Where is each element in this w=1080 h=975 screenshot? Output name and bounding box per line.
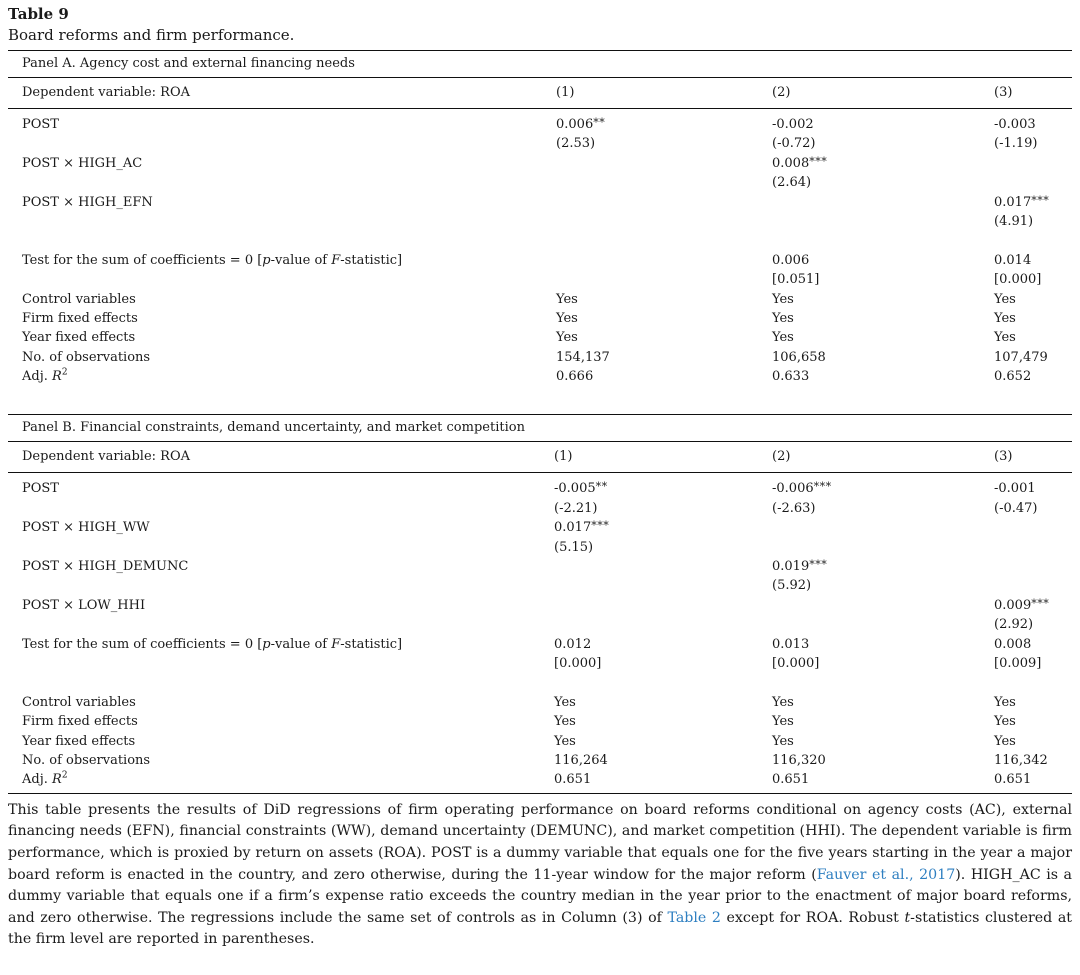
coef-value: -0.002 — [772, 117, 814, 132]
table-row — [8, 479, 1072, 498]
label-part: Adj. — [22, 772, 53, 788]
label-part: F — [331, 252, 341, 268]
table-caption: Board reforms and firm performance. — [8, 26, 295, 44]
label-part: 2 — [61, 771, 68, 781]
row-label: POST — [22, 117, 59, 132]
cell-value: 0.651 — [554, 772, 592, 788]
p-value: [0.051] — [772, 272, 820, 288]
test-value: 0.013 — [772, 636, 810, 652]
test-value: 0.008 — [994, 636, 1032, 652]
table-row — [8, 751, 1072, 770]
significance-stars: *** — [813, 480, 832, 494]
cell-value: Yes — [772, 694, 794, 710]
panel-b-title: Panel B. Financial constraints, demand uncertainty, and market competition — [22, 420, 525, 436]
table-row — [8, 770, 1072, 789]
p-value: [0.000] — [554, 655, 602, 671]
dep-var-label: Dependent variable: ROA — [22, 449, 190, 465]
p-value: [0.000] — [994, 272, 1042, 288]
row-label: Firm fixed effects — [22, 714, 138, 730]
coef-cell — [994, 193, 1049, 212]
cell-value: Yes — [772, 733, 794, 749]
row-label: Year fixed effects — [22, 330, 136, 346]
t-stat: (2.92) — [994, 617, 1034, 633]
coef-value: -0.003 — [994, 117, 1036, 132]
t-stat: (2.64) — [772, 175, 812, 191]
row-label: POST × LOW_HHI — [22, 597, 146, 613]
coef-cell — [772, 557, 827, 576]
cell-value: Yes — [772, 310, 794, 326]
table-row — [8, 115, 1072, 134]
row-label: POST × HIGH_WW — [22, 520, 150, 536]
col-header-3: (3) — [994, 449, 1013, 465]
coef-value: -0.001 — [994, 481, 1036, 497]
coef-cell — [554, 518, 609, 537]
test-value: 0.014 — [994, 252, 1032, 268]
cell-value: Yes — [772, 714, 794, 730]
cell-value: 116,320 — [772, 752, 826, 768]
coef-value: 0.008 — [772, 155, 810, 171]
cell-value: 0.651 — [772, 772, 810, 788]
table-row — [8, 251, 1072, 270]
note-text: This table presents the results of DiD regressions of firm operating performance on board reforms conditional on agency costs (AC), external financing needs (EFN), financial constraints (WW), demand uncertainty (DEMUNC), and market competition (HHI). The dependent variable is firm performance, which is proxied by return on assets (ROA). POST is a dummy variable that equals one for the five years starting in the year a major board reform is enacted in the country, and zero otherwise, during the 11-year window for the major reform ( — [8, 801, 1072, 883]
table-row — [8, 309, 1072, 328]
row-label: POST — [22, 481, 59, 497]
note-text: ). HIGH_AC is a dummy variable that equals one if a firm’s expense ratio exceeds the country median in the year prior to the enactment of major board reforms, and zero otherwise. The regressions include the same set of controls as in Column (3) of — [8, 866, 1073, 926]
row-label-test — [22, 635, 402, 654]
cell-value: Yes — [554, 733, 576, 749]
cell-value: 106,658 — [772, 349, 826, 365]
note-text: t — [904, 909, 911, 926]
cell-value: Yes — [994, 310, 1016, 326]
table-row — [8, 596, 1072, 615]
cell-value: 116,342 — [994, 752, 1048, 768]
table-label: Table 9 — [8, 5, 69, 23]
label-part: Adj. — [22, 369, 53, 385]
cell-value: Yes — [772, 330, 794, 346]
label-part: R — [52, 772, 62, 788]
t-stat: (2.53) — [556, 136, 596, 152]
row-label: POST × HIGH_AC — [22, 155, 143, 171]
col-header-2: (2) — [772, 85, 791, 100]
cell-value: 107,479 — [994, 349, 1048, 365]
significance-stars: *** — [1031, 596, 1050, 610]
table-row — [8, 173, 1072, 192]
label-part: -value of — [270, 252, 332, 268]
coef-value: 0.017 — [994, 194, 1032, 210]
table-row — [8, 557, 1072, 576]
coef-value: 0.006 — [556, 117, 594, 132]
table-row — [8, 328, 1072, 347]
panel-b-header-row — [8, 442, 1072, 472]
cell-value: Yes — [554, 694, 576, 710]
table-row — [8, 154, 1072, 173]
row-label-adjr2 — [22, 770, 68, 789]
col-header-2: (2) — [772, 449, 791, 465]
note-text: -statistics clustered at the firm level are reported in parentheses. — [8, 909, 1072, 948]
row-label: POST × HIGH_EFN — [22, 194, 153, 210]
row-label: Control variables — [22, 291, 136, 307]
citation-link-fauver[interactable]: Fauver et al., 2017 — [816, 866, 956, 883]
p-value: [0.000] — [772, 655, 820, 671]
significance-stars: *** — [809, 154, 828, 168]
table-row — [8, 231, 1072, 250]
significance-stars: *** — [809, 558, 828, 572]
p-value: [0.009] — [994, 655, 1042, 671]
coef-cell — [556, 115, 605, 134]
row-label-adjr2 — [22, 367, 68, 386]
table-row — [8, 538, 1072, 557]
table-row — [8, 518, 1072, 537]
label-part: Test for the sum of coefficients = 0 [ — [22, 252, 263, 268]
cell-value: 0.652 — [994, 369, 1032, 385]
significance-stars: ** — [595, 480, 608, 494]
row-label: Control variables — [22, 694, 136, 710]
table-row — [8, 712, 1072, 731]
test-value: 0.006 — [772, 252, 810, 268]
cell-value: 116,264 — [554, 752, 608, 768]
row-label: No. of observations — [22, 752, 151, 768]
label-part: F — [331, 636, 341, 652]
label-part: 2 — [61, 367, 68, 378]
table-row — [8, 212, 1072, 231]
table-2-link[interactable]: Table 2 — [667, 909, 721, 926]
row-label: POST × HIGH_DEMUNC — [22, 559, 189, 575]
table-row — [8, 348, 1072, 367]
panel-a-title: Panel A. Agency cost and external financing needs — [22, 56, 355, 71]
table-row — [8, 290, 1072, 309]
table-row — [8, 367, 1072, 386]
label-part: R — [52, 369, 62, 385]
row-label: Year fixed effects — [22, 733, 136, 749]
table-container — [8, 4, 1072, 951]
coef-value: 0.009 — [994, 597, 1032, 613]
significance-stars: *** — [1031, 193, 1050, 207]
cell-value: Yes — [556, 330, 578, 346]
coef-cell — [994, 596, 1049, 615]
cell-value: Yes — [994, 694, 1016, 710]
table-row — [8, 270, 1072, 289]
row-label: No. of observations — [22, 349, 151, 365]
significance-stars: *** — [591, 519, 610, 533]
cell-value: 0.666 — [556, 369, 594, 385]
t-stat: (-1.19) — [994, 136, 1038, 152]
label-part: -value of — [270, 636, 332, 652]
label-part: p — [262, 636, 271, 652]
significance-stars: ** — [593, 116, 606, 129]
col-header-1: (1) — [554, 449, 573, 465]
rule-bottom — [8, 793, 1072, 794]
t-stat: (-2.63) — [772, 500, 816, 516]
test-value: 0.012 — [554, 636, 592, 652]
t-stat: (-0.47) — [994, 500, 1038, 516]
table-note — [8, 800, 1072, 951]
row-label: Firm fixed effects — [22, 310, 138, 326]
cell-value: Yes — [556, 291, 578, 307]
table-row — [8, 576, 1072, 595]
col-header-1: (1) — [556, 85, 575, 100]
coef-cell — [772, 479, 832, 498]
coef-value: 0.017 — [554, 520, 592, 536]
cell-value: Yes — [772, 291, 794, 307]
table-row — [8, 134, 1072, 153]
t-stat: (-0.72) — [772, 136, 816, 152]
col-header-3: (3) — [994, 85, 1013, 100]
cell-value: Yes — [994, 330, 1016, 346]
coef-cell — [772, 154, 827, 173]
coef-value: 0.019 — [772, 559, 810, 575]
table-row — [8, 193, 1072, 212]
t-stat: (-2.21) — [554, 500, 598, 516]
cell-value: Yes — [554, 714, 576, 730]
cell-value: 0.633 — [772, 369, 810, 385]
t-stat: (5.92) — [772, 578, 812, 594]
cell-value: 0.651 — [994, 772, 1032, 788]
cell-value: Yes — [994, 733, 1016, 749]
table-row — [8, 499, 1072, 518]
cell-value: 154,137 — [556, 349, 610, 365]
table-row — [8, 635, 1072, 654]
coef-value: -0.006 — [772, 481, 814, 497]
table-row — [8, 693, 1072, 712]
panel-a-header-row — [8, 78, 1072, 108]
table-row — [8, 673, 1072, 692]
coef-value: -0.005 — [554, 481, 596, 497]
t-stat: (4.91) — [994, 213, 1034, 229]
table-row — [8, 615, 1072, 634]
label-part: Test for the sum of coefficients = 0 [ — [22, 636, 263, 652]
note-text: except for ROA. Robust — [720, 909, 905, 926]
coef-cell — [554, 479, 608, 498]
dep-var-label: Dependent variable: ROA — [22, 85, 190, 100]
cell-value: Yes — [556, 310, 578, 326]
t-stat: (5.15) — [554, 539, 594, 555]
cell-value: Yes — [994, 714, 1016, 730]
label-part: p — [262, 252, 271, 268]
label-part: -statistic] — [340, 252, 403, 268]
table-row — [8, 654, 1072, 673]
cell-value: Yes — [994, 291, 1016, 307]
label-part: -statistic] — [340, 636, 403, 652]
table-row — [8, 732, 1072, 751]
row-label-test — [22, 251, 402, 270]
